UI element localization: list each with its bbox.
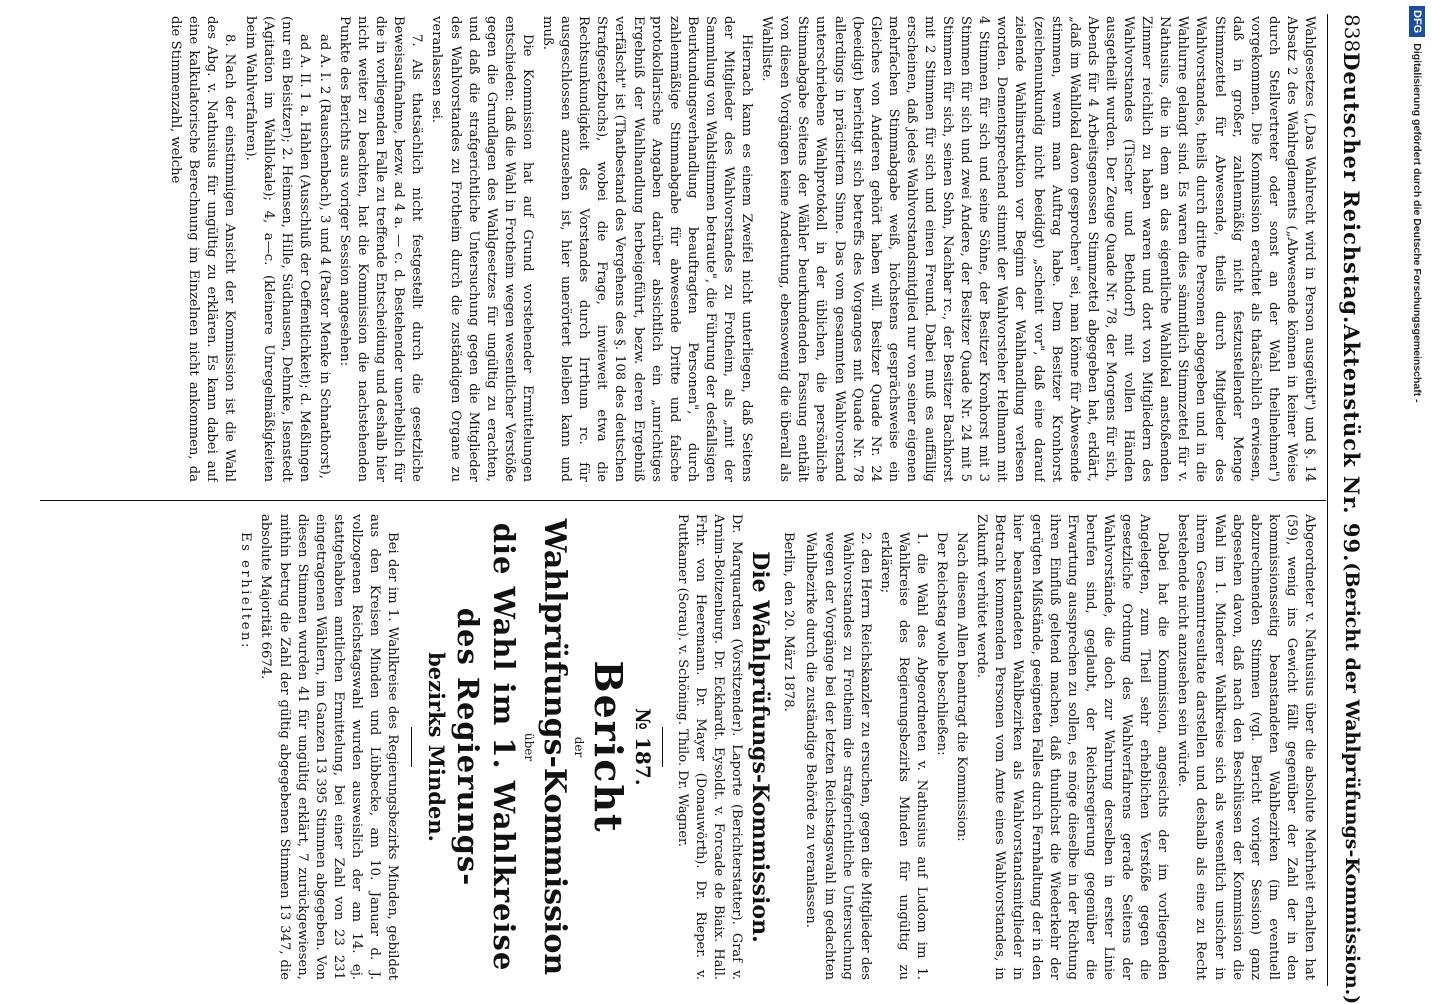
report-commission: Wahlprüfungs-Kommission <box>537 518 573 976</box>
column-divider <box>40 500 1326 501</box>
dfg-logo: DFG <box>1409 6 1425 37</box>
paragraph: Es erhielten: <box>238 532 254 650</box>
page-header <box>1332 14 1372 1004</box>
report-heading: Bericht <box>586 660 632 834</box>
paragraph: Abgeordneter v. Nathusius über die absolute Mehrheit erhalten hat (59), wenig ins Gewicht fällt gegenüber der Zahl der in den kommissionsseitig beanstandeten Wahlbezirken (im eventuell abzurechnenden Stimmen (vgl. Bericht voriger Session) ganz abgesehen davon, daß nach den Beschlüssen der Kommission die Wahl im 1. Minderer Wahlkreise sich als wesentlich unsicher in ihrem Gesammtresultate darstellen und deshalb als eine zu Recht bestehende nicht anzusehen sein würde. <box>1175 514 1317 980</box>
separator-rule <box>411 727 412 767</box>
motion-intro: Der Reichstag wolle beschließen: <box>934 532 950 756</box>
report-der: der <box>572 736 587 758</box>
header-rule <box>1327 14 1328 986</box>
paragraph: ad A. I. 2 (Rauschenbach), 3 und 4 (Pastor Menke in Schnathorst), <box>316 34 332 479</box>
document-reference: Aktenstück Nr. 99. <box>1339 324 1365 563</box>
report-subject-2: bezirks Minden. <box>424 652 450 842</box>
paragraph: Hiernach kann es einem Zweifel nicht unterliegen, daß Seitens der Mitglieder des Wahlvorstandes zu Frotheim, als „mit der Sammlung von Wahlstimmen betraute", die Führung der desfallsigen Beurkundungsverhandlung beauftragten Personen", durch zahlenmäßige Stimmabgabe für abwesende Dritte und falsche protokollarische Angaben darüber absichtlich ein „unrichtiges Ergebniß der Wahlhandlung herbeigeführt, bezw. deren Ergebniß verfälscht" ist (Thatbestand des Vergehens des §. 108 des deutschen Strafgesetzbuchs), wobei die Frage, inwieweit etwa die Rechtsunkundigkeit des Vorstandes durch Irrthum rc. für ausgeschlossen anzusehen ist, hier unerörtert bleiben kann und muß. <box>540 16 755 482</box>
motion-item: 2. den Herrn Reichskanzler zu ersuchen, gegen die Mitglieder des Wahlvorstandes zu Frotheim die strafgerichtliche Untersuchung wegen der Vorgänge bei der letzten Reichstagswahl im gedachten Wahlbezirke durch die zuständige Behörde zu veranlassen. <box>803 532 873 980</box>
separator-rule <box>662 727 663 767</box>
report-title-block <box>422 514 656 980</box>
report-ueber: über <box>522 732 537 762</box>
commission-title: Die Wahlprüfungs-Kommission. <box>747 551 774 943</box>
commission-members: Dr. Marquardsen (Vorsitzender). Laporte (Berichterstatter). Graf v. Arnim-Boitzenburg. Dr. Eckhardt. Eysoldt. v. Forcade de Biaix. Hall. Frhr. von Heeremann. Dr. Mayer (Donauwörth). Dr. Rieper. v. Puttkamer (Sorau). v. Schöning. Thilo. Dr. Wagner. <box>675 514 745 980</box>
paragraph: Bei der im 1. Wahlkreise des Regierungsbezirks Minden, gebildet aus den Kreisen Minden und Lübbecke, am 10. Januar d. J. vollzogenen Reichstagswahl wurden ausweislich der am 14. ej. stattgehabten amtlichen Ermittelung, bei einer Zahl von 23 231 eingetragenen Wählern, im Ganzen 13 395 Stimmen abgegeben. Von diesen Stimmen wurden 41 für ungültig erklärt, 7 zurückgewiesen, mithin betrug die Zahl der gültig abgegebenen Stimmen 13 347, die absolute Majorität 6674. <box>258 514 401 980</box>
paragraph: Die Kommission hat auf Grund vorstehender Ermittelungen entschieden: daß die Wahl in Frotheim wegen wesentlicher Verstöße gegen die Grundlagen des Wahlgesetzes für ungültig zu erachten, und daß die strafgerichtliche Untersuchung gegen die Mitglieder des Wahlvorstandes zu Frotheim durch die zuständigen Organe zu veranlassen sei. <box>429 16 535 482</box>
dfg-credit-text: Digitalisierung gefördert durch die Deutsche Forschungsgemeinschaft - <box>1411 43 1423 403</box>
paragraph: 8. Nach der einstimmigen Ansicht der Kommission ist die Wahl des Abg. v. Nathusius für ungültig zu erklären. Es kann dabei auf eine kalkulatorische Berechnung im Einzelnen nicht ankommen, da die Stimmenzahl, welche <box>168 16 238 482</box>
paragraph: Dabei hat die Kommission, angesichts der im vorliegenden Angelegten, zum Theil sehr erheblichen Verstöße gegen die gesetzliche Ordnung des Wahlverfahrens gerade Seitens der Wahlvorstände, die doch zur Wahrung derselben in erster Linie berufen sind, geglaubt, der Reichsregierung gegenüber die Erwartung aussprechen zu sollen, es möge dieselbe in der Richtung ihren Einfluß geltend machen, daß thunlichst die Wiederkehr der gerügten Mißstände, geeigneten Falles durch Fernhaltung der in den hier beanstandeten Wahlbezirken als Wahlvorstandsmitglieder in Betracht kommenden Personen vom Amte eines Wahlvorstandes, in Zukunft verhütet werde. <box>974 514 1171 980</box>
running-title: (Bericht der Wahlprüfungs-Kommission.) <box>1341 562 1363 1004</box>
paragraph: Wahlgesetzes („Das Wahlrecht wird in Person ausgeübt") und §. 14 Absatz 2 des Wahlreglements („Abwesende können in keiner Weise durch Stellvertreter oder sonst an der Wahl theilnehmen") vorgekommen. Die Kommission erachtet als thatsächlich erwiesen, daß in großer, zahlenmäßig nicht festzustellender Menge Stimmzettel für Abwesende, theils durch Mitglieder des Wahlvorstandes, theils durch dritte Personen abgegeben und in die Wahlurne gelangt sind. Es waren dies sämmtlich Stimmzettel für v. Nathusius, die in dem an das eigentliche Wahllokal anstoßenden Zimmer reichlich zu haben waren und dort von Mitgliedern des Wahlvorstandes (Tischer und Bethdorf) mit vollen Händen ausgetheilt wurden. Der Zeuge Quade Nr. 78, der Morgens für sich, Abends für 4 Arbeitsgenossen Stimmzettel abgegeben hat, erklärt, „daß im Wahllokal davon gesprochen" sei, man könne für Abwesende stimmen, wenn man Auftrag habe. Dem Besitzer Kronhorst (zeichenunkundig nicht beeidigt) „scheint vor", daß eine darauf zielende Wahlinstruktion vor Beginn der Wahlhandlung verlesen worden. Dementsprechend stimmt der Wahlvorsteher Hellmann mit 4 Stimmen für sich und seine Söhne, der Besitzer Kronhorst mit 3 Stimmen für sich und zwei Andere, der Besitzer Quade Nr. 24 mit 5 Stimmen für sich, seinen Sohn, Nachbar rc., der Besitzer Bachhorst mit 2 Stimmen für sich und einen Freund. Dabei muß es auffällig erscheinen, daß jedes Wahlvorstandsmitglied nur von seiner eigenen mehrfachen Stimmabgabe weiß, höchstens gesprächsweise ein Gleiches von Anderen gehört haben will. Besitzer Quade Nr. 24 (beeidigt) berichtigt sich betreffs des Vorganges mit Quade Nr. 78 allerdings in präcisirtem Sinne. Das vom gesammten Wahlvorstand unterschriebene Wahlprotokoll in der üblichen, die persönliche Stimmabgabe Seitens der Wähler beurkundenden Fassung enthält von diesen Vorgängen keine Andeutung, ebensowenig die überall als Wahlliste. <box>759 16 1317 482</box>
date-line: Berlin, den 20. März 1878. <box>781 532 797 712</box>
left-column <box>18 16 1318 482</box>
paragraph: ad A. II. 1 a. Hahlen (Ausschluß der Oeffentlichkeit); d. Meßlingen (nur ein Beisitzer); 2. Heimsen, Hille, Südhausen, Dehmke, Isenstedt (Agitation im Wahllokale); 4, a—c. (kleinere Unregelmäßigkeiten beim Wahlverfahren). <box>242 16 312 482</box>
paragraph: 7. Als thatsächlich nicht festgestellt durch die gesetzliche Beweisaufnahme, bezw. ad 4 a. — c. d. Bestehender unerheblich für die in vorliegenden Falle zu treffende Entscheidung und deshalb hier nicht weiter zu beachten, hat die Kommission die nachstehenden Punkte des Berichts aus voriger Session angesehen: <box>337 16 425 482</box>
paragraph: Nach diesem Allen beantragt die Kommission: <box>954 532 970 842</box>
document-number: № 187. <box>631 708 656 786</box>
page-number: 838 <box>1340 14 1364 53</box>
right-column <box>18 514 1318 980</box>
publication-title: Deutscher Reichstag. <box>1339 52 1365 325</box>
report-subject: die Wahl im 1. Wahlkreise des Regierungs- <box>451 522 522 972</box>
dfg-credit <box>1406 6 1428 606</box>
motion-item: 1. die Wahl des Abgeordneten v. Nathusius auf Ludom im 1. Wahlkreise des Regierungsbezirks Minden für ungültig zu erklären; <box>877 532 930 980</box>
